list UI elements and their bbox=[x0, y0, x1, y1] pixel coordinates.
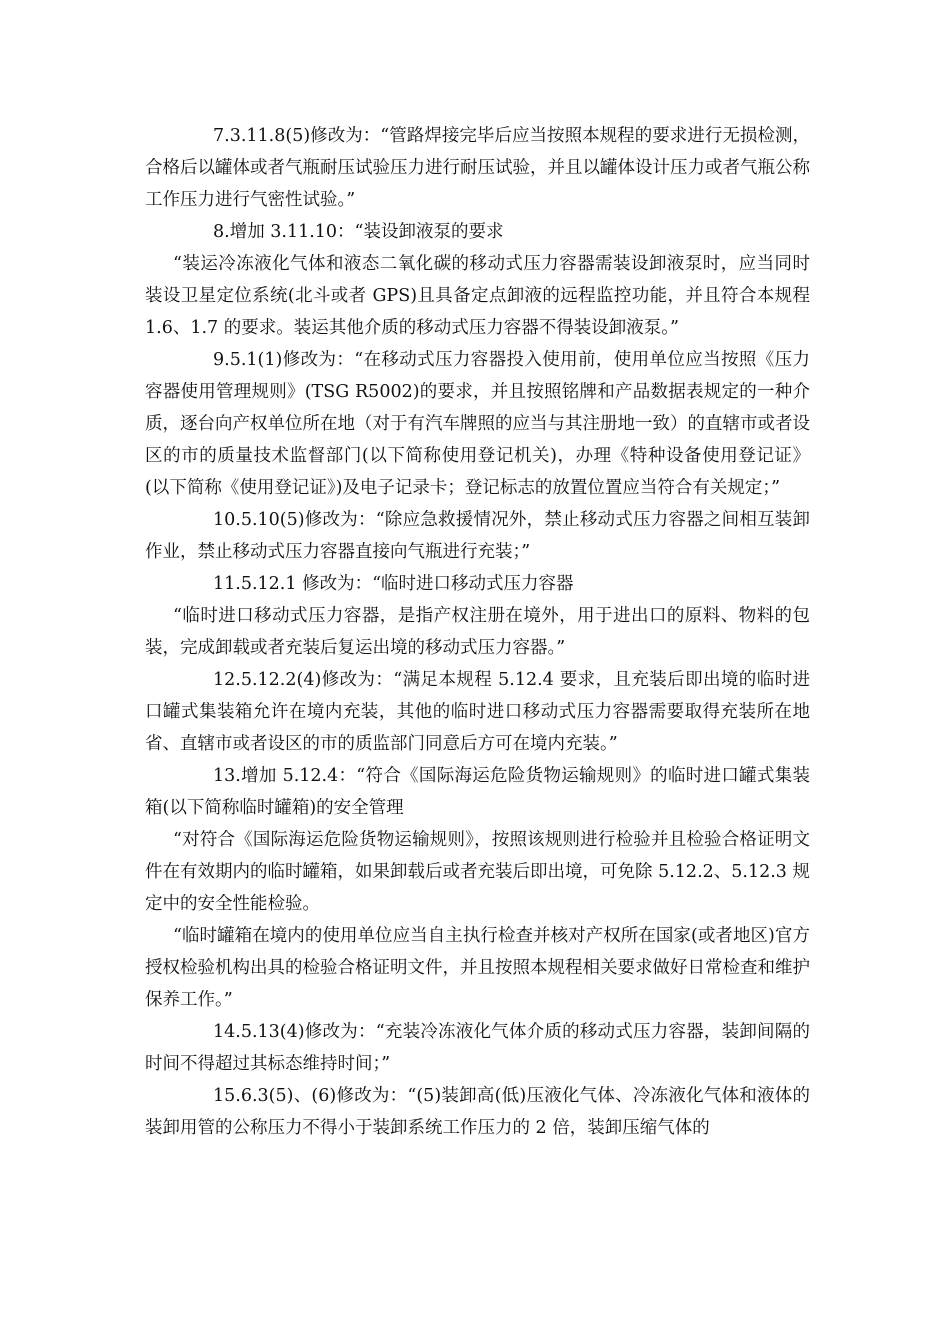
paragraph-text: 5.12.2(4)修改为：“满足本规程 5.12.4 要求，且充装后即出境的临时进口罐式集装箱允许在境内充装，其他的临时进口移动式压力容器需要取得充装所在地省、直辖市或者设区的市的质监部门同意后方可在境内充装。” bbox=[145, 670, 810, 754]
item-number: 14. bbox=[213, 1022, 241, 1042]
item-number: 12. bbox=[213, 670, 241, 690]
paragraph-text: 增加 5.12.4：“符合《国际海运危险货物运输规则》的临时进口罐式集装箱(以下简称临时罐箱)的安全管理 bbox=[145, 766, 810, 818]
paragraph-text: 5.12.1 修改为：“临时进口移动式压力容器 bbox=[240, 574, 574, 594]
paragraph-text: “临时进口移动式压力容器，是指产权注册在境外，用于进出口的原料、物料的包装，完成卸载或者充装后复运出境的移动式压力容器。” bbox=[145, 606, 810, 658]
paragraph-text: 5.1(1)修改为：“在移动式压力容器投入使用前，使用单位应当按照《压力容器使用管理规则》(TSG R5002)的要求，并且按照铭牌和产品数据表规定的一种介质，逐台向产权单位所在地（对于有汽车牌照的应当与其注册地一致）的直辖市或者设区的市的质量技术监督部门(以下简称使用登记机关)，办理《特种设备使用登记证》(以下简称《使用登记证》)及电子记录卡；登记标志的放置位置应当符合有关规定；” bbox=[145, 350, 810, 498]
paragraph-item-11 bbox=[145, 568, 810, 600]
paragraph-item-15 bbox=[145, 1080, 810, 1144]
document-body bbox=[145, 120, 810, 1144]
paragraph-quote bbox=[145, 600, 810, 664]
item-number: 7. bbox=[213, 126, 230, 146]
paragraph-item-13 bbox=[145, 760, 810, 824]
item-number: 13. bbox=[213, 766, 241, 786]
paragraph-text: 5.13(4)修改为：“充装冷冻液化气体介质的移动式压力容器，装卸间隔的时间不得超过其标态维持时间；” bbox=[145, 1022, 810, 1074]
item-number: 15. bbox=[213, 1086, 241, 1106]
paragraph-quote bbox=[145, 920, 810, 1016]
paragraph-quote bbox=[145, 824, 810, 920]
paragraph-quote bbox=[145, 248, 810, 344]
paragraph-text: 3.11.8(5)修改为：“管路焊接完毕后应当按照本规程的要求进行无损检测，合格后以罐体或者气瓶耐压试验压力进行耐压试验，并且以罐体设计压力或者气瓶公称工作压力进行气密性试验。” bbox=[145, 126, 810, 210]
paragraph-item-7 bbox=[145, 120, 810, 216]
paragraph-item-12 bbox=[145, 664, 810, 760]
paragraph-item-8 bbox=[145, 216, 810, 248]
paragraph-text: “对符合《国际海运危险货物运输规则》，按照该规则进行检验并且检验合格证明文件在有效期内的临时罐箱，如果卸载后或者充装后即出境，可免除 5.12.2、5.12.3 规定中的安全性能检验。 bbox=[145, 830, 810, 914]
paragraph-text: 增加 3.11.10：“装设卸液泵的要求 bbox=[229, 222, 504, 242]
paragraph-item-14 bbox=[145, 1016, 810, 1080]
paragraph-text: “临时罐箱在境内的使用单位应当自主执行检查并核对产权所在国家(或者地区)官方授权检验机构出具的检验合格证明文件，并且按照本规程相关要求做好日常检查和维护保养工作。” bbox=[145, 926, 810, 1010]
item-number: 8. bbox=[213, 222, 230, 242]
item-number: 9. bbox=[213, 350, 230, 370]
paragraph-item-9 bbox=[145, 344, 810, 504]
item-number: 11. bbox=[213, 574, 241, 594]
paragraph-text: 5.10(5)修改为：“除应急救援情况外，禁止移动式压力容器之间相互装卸作业，禁止移动式压力容器直接向气瓶进行充装；” bbox=[145, 510, 810, 562]
paragraph-item-10 bbox=[145, 504, 810, 568]
item-number: 10. bbox=[213, 510, 241, 530]
paragraph-text: 6.3(5)、(6)修改为：“(5)装卸高(低)压液化气体、冷冻液化气体和液体的装卸用管的公称压力不得小于装卸系统工作压力的 2 倍，装卸压缩气体的 bbox=[145, 1086, 810, 1138]
paragraph-text: “装运冷冻液化气体和液态二氧化碳的移动式压力容器需装设卸液泵时，应当同时装设卫星定位系统(北斗或者 GPS)且具备定点卸液的远程监控功能，并且符合本规程 1.6、1.7 的要求。装运其他介质的移动式压力容器不得装设卸液泵。” bbox=[145, 254, 810, 338]
